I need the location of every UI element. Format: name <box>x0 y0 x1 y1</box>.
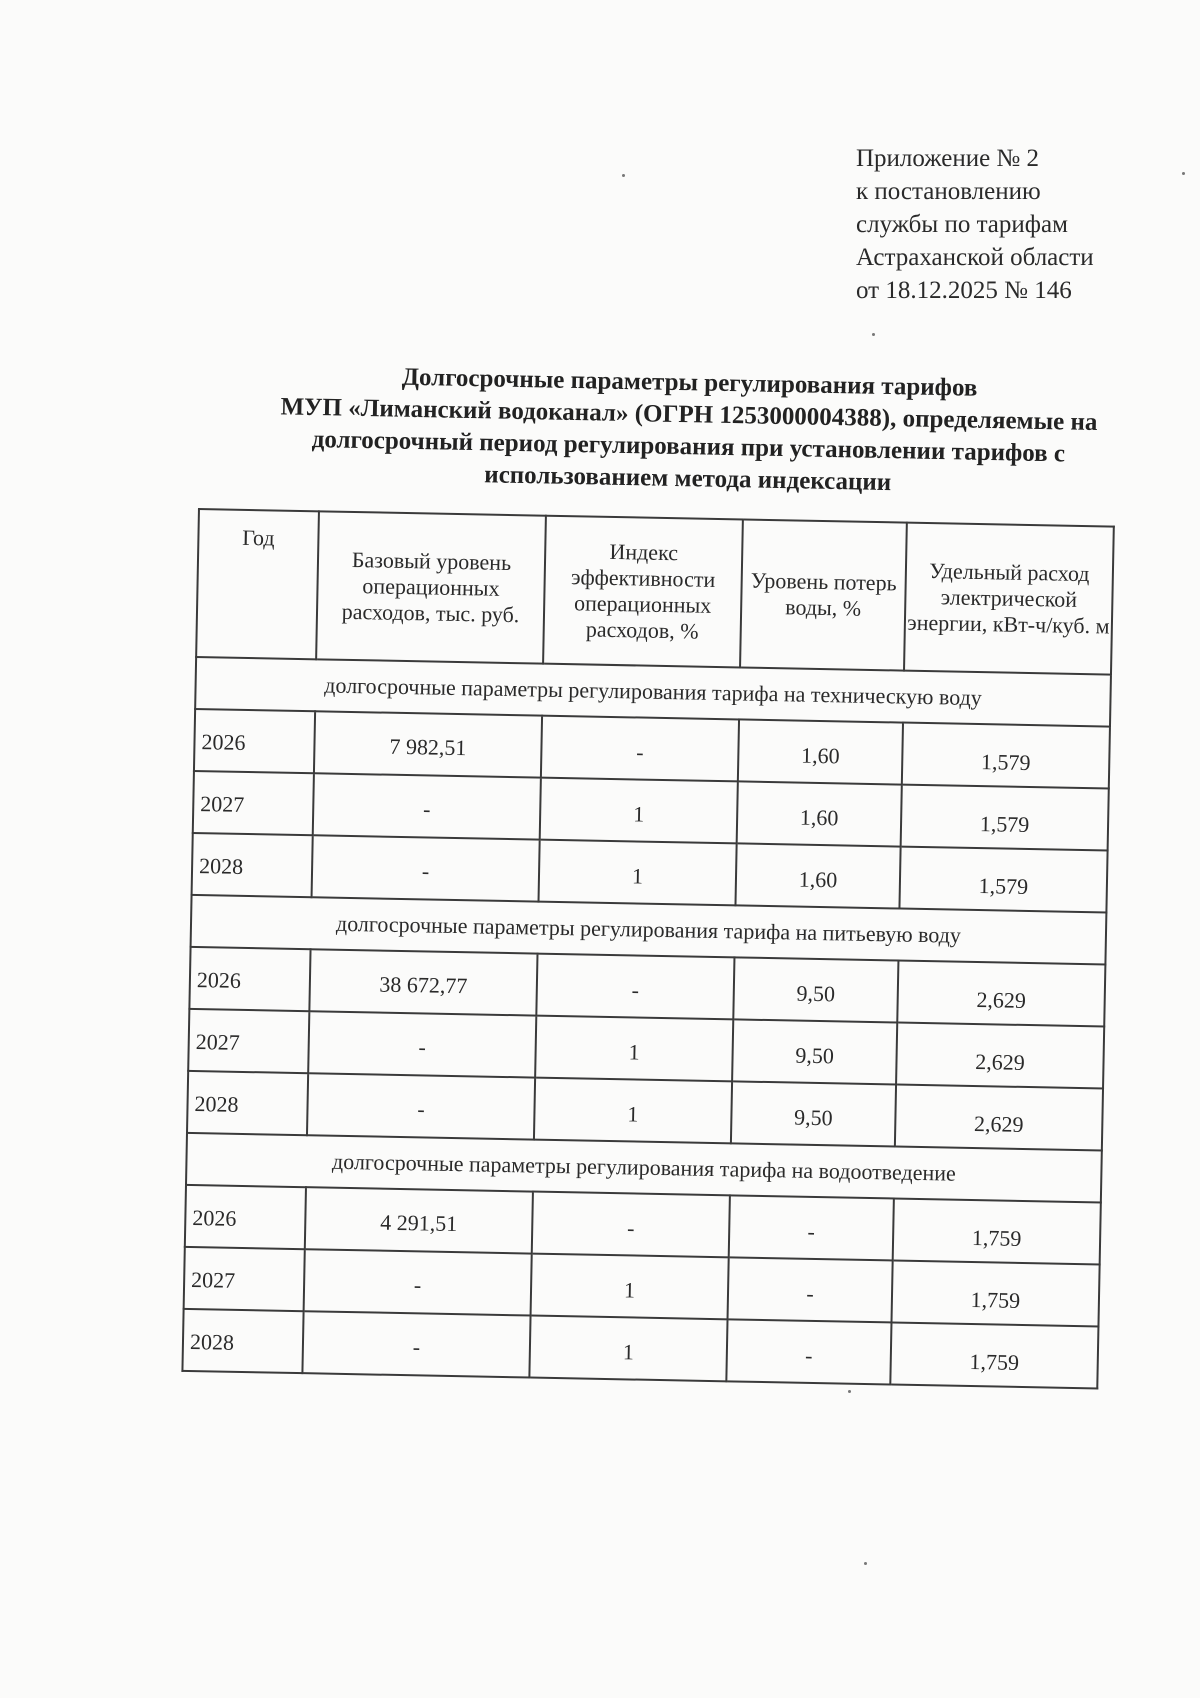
cell-base: - <box>304 1249 532 1315</box>
table-header-row <box>196 509 1114 675</box>
scan-speck <box>864 1562 867 1565</box>
cell-energy: 1,759 <box>890 1322 1098 1388</box>
cell-base: 7 982,51 <box>314 711 542 777</box>
scan-speck <box>622 174 625 177</box>
header-efficiency-index: Индекс эффективности операционных расходов, % <box>543 516 743 668</box>
cell-index: 1 <box>529 1316 727 1382</box>
cell-year: 2028 <box>192 833 313 897</box>
cell-base: - <box>308 1011 536 1077</box>
cell-base: - <box>307 1073 535 1139</box>
appendix-line: от 18.12.2025 № 146 <box>856 277 1072 304</box>
cell-index: 1 <box>531 1254 729 1320</box>
scan-speck <box>872 333 875 336</box>
cell-energy: 1,579 <box>899 847 1107 913</box>
cell-base: 38 672,77 <box>309 949 537 1015</box>
cell-year: 2026 <box>185 1185 306 1249</box>
cell-base: - <box>302 1311 530 1377</box>
cell-energy: 1,579 <box>901 785 1109 851</box>
cell-energy: 2,629 <box>897 961 1105 1027</box>
title-line: использованием метода индексации <box>484 461 892 497</box>
appendix-line: Астраханской области <box>856 244 1094 271</box>
cell-base: 4 291,51 <box>305 1187 533 1253</box>
cell-year: 2028 <box>182 1309 303 1373</box>
header-water-loss: Уровень потерь воды, % <box>740 519 907 670</box>
cell-loss: - <box>726 1319 891 1384</box>
cell-loss: 9,50 <box>733 957 898 1022</box>
cell-year: 2026 <box>189 947 310 1011</box>
header-year: Год <box>196 509 319 659</box>
section-title: долгосрочные параметры регулирования тарифа на техническую воду <box>195 657 1111 727</box>
cell-base: - <box>312 835 540 901</box>
title-line: Долгосрочные параметры регулирования тарифов <box>401 363 978 402</box>
parameters-table-wrapper <box>181 508 1114 1389</box>
cell-loss: - <box>729 1195 894 1260</box>
header-energy-consumption: Удельный расход электрической энергии, кВт-ч/куб. м <box>904 523 1114 675</box>
cell-index: 1 <box>535 1016 733 1082</box>
section-title: долгосрочные параметры регулирования тарифа на водоотведение <box>186 1133 1102 1203</box>
cell-year: 2028 <box>187 1071 308 1135</box>
cell-loss: 9,50 <box>731 1081 896 1146</box>
parameters-table <box>181 508 1114 1389</box>
cell-loss: 1,60 <box>738 719 903 784</box>
cell-index: 1 <box>534 1078 732 1144</box>
cell-index: - <box>536 954 734 1020</box>
title-line: долгосрочный период регулирования при установлении тарифов с <box>311 425 1066 468</box>
cell-index: - <box>532 1192 730 1258</box>
cell-year: 2026 <box>194 709 315 773</box>
title-line: МУП «Лиманский водоканал» (ОГРН 1253000004388), определяемые на <box>280 393 1098 437</box>
cell-loss: 9,50 <box>732 1019 897 1084</box>
cell-loss: 1,60 <box>735 843 900 908</box>
appendix-line: к постановлению <box>856 178 1041 205</box>
cell-loss: - <box>728 1257 893 1322</box>
cell-year: 2027 <box>184 1247 305 1311</box>
header-base-opex: Базовый уровень операционных расходов, тыс. руб. <box>316 511 546 663</box>
cell-year: 2027 <box>193 771 314 835</box>
cell-index: 1 <box>540 778 738 844</box>
appendix-block <box>856 142 1094 307</box>
scan-speck <box>1182 172 1185 175</box>
appendix-line: службы по тарифам <box>856 211 1068 238</box>
cell-energy: 1,759 <box>891 1260 1099 1326</box>
scan-speck <box>848 1390 851 1393</box>
section-title: долгосрочные параметры регулирования тарифа на питьевую воду <box>191 895 1107 965</box>
document-title <box>208 358 1170 504</box>
cell-year: 2027 <box>188 1009 309 1073</box>
cell-energy: 1,759 <box>893 1198 1101 1264</box>
cell-base: - <box>313 773 541 839</box>
cell-energy: 1,579 <box>902 723 1110 789</box>
cell-index: 1 <box>539 840 737 906</box>
appendix-line: Приложение № 2 <box>856 145 1040 172</box>
cell-loss: 1,60 <box>737 781 902 846</box>
cell-index: - <box>541 716 739 782</box>
cell-energy: 2,629 <box>895 1085 1103 1151</box>
cell-energy: 2,629 <box>896 1023 1104 1089</box>
